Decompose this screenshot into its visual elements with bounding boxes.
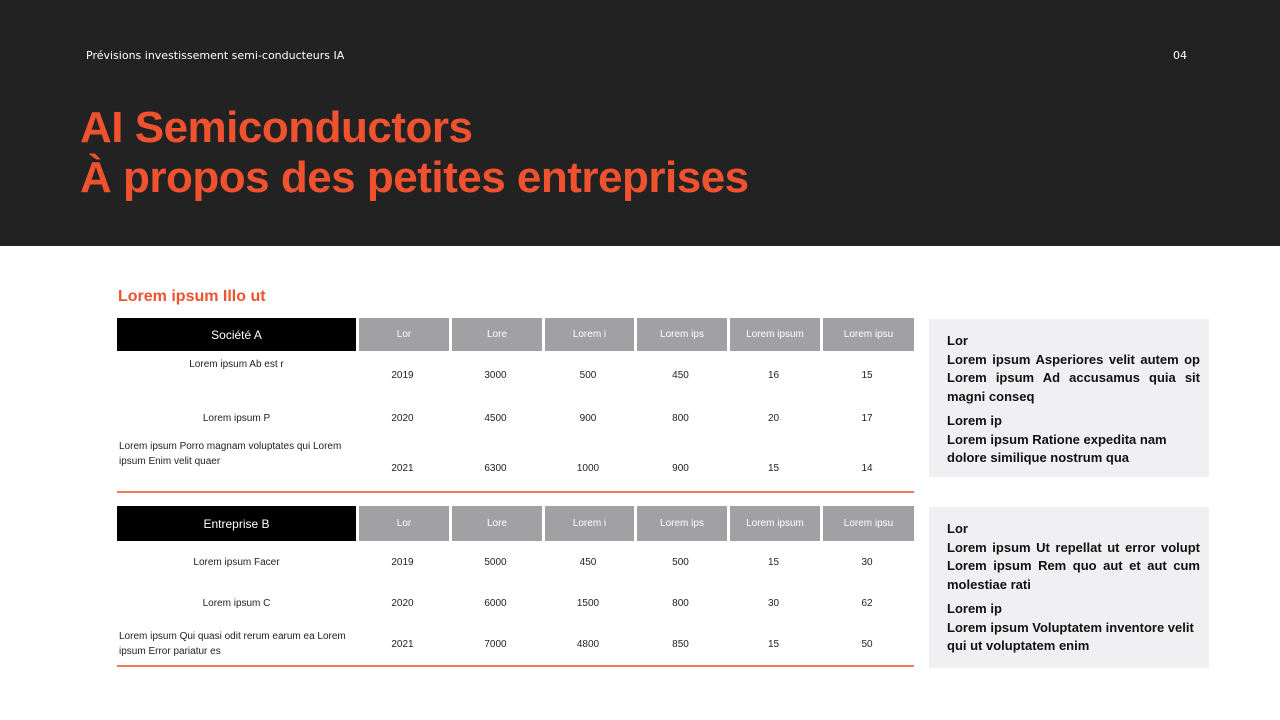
table-header-cell: Lorem ips — [634, 506, 727, 541]
info-block-text: Lorem ipsum Ut repellat ut error volupt Lorem ipsum Rem quo aut et aut cum molestiae rati — [947, 539, 1200, 592]
table-cell: 900 — [634, 437, 727, 493]
table-header-row — [117, 318, 914, 351]
table-cell: 15 — [727, 437, 820, 493]
company-a-table — [117, 318, 914, 493]
info-block-title: Lorem ip — [947, 601, 1002, 616]
table-header-cell: Lorem ipsu — [820, 506, 914, 541]
row-label: Lorem ipsum Porro magnam voluptates qui Lorem ipsum Enim velit quaer — [117, 437, 356, 493]
table-cell: 2020 — [391, 412, 414, 424]
header-banner — [0, 0, 1280, 246]
info-block — [947, 412, 1200, 468]
table-row — [117, 583, 914, 623]
info-block-text: Lorem ipsum Ratione expedita nam dolore similique nostrum qua — [947, 431, 1167, 465]
table-header-cell: Lorem i — [542, 318, 634, 351]
info-panel-b — [929, 507, 1209, 668]
table-header-cell: Lore — [449, 506, 542, 541]
table-header-row — [117, 506, 914, 541]
info-panel-a — [929, 319, 1209, 477]
table-cell: 4500 — [484, 412, 507, 424]
info-block-title: Lor — [947, 333, 968, 348]
table-cell: 2020 — [391, 597, 414, 609]
table-cell: 2021 — [356, 623, 449, 667]
row-label: Lorem ipsum Ab est r — [189, 359, 284, 370]
table-cell: 900 — [579, 412, 597, 424]
info-block — [947, 332, 1200, 406]
table-cell: 50 — [820, 623, 914, 667]
table-cell: 1500 — [576, 597, 600, 609]
document-subtitle: Prévisions investissement semi-conducteurs IA — [86, 49, 345, 62]
info-block — [947, 520, 1200, 594]
table-cell: 3000 — [484, 369, 507, 381]
table-header-company: Société A — [117, 318, 356, 351]
table-cell: 6000 — [484, 597, 507, 609]
table-header-cell: Lore — [449, 318, 542, 351]
table-row — [117, 399, 914, 437]
table-cell: 6300 — [449, 437, 542, 493]
company-b-table — [117, 506, 914, 667]
page-title — [80, 103, 749, 203]
page-number: 04 — [1173, 49, 1187, 62]
info-block-text: Lorem ipsum Asperiores velit autem op Lorem ipsum Ad accusamus quia sit magni conseq — [947, 351, 1200, 404]
table-cell: 30 — [767, 597, 780, 609]
table-cell: 800 — [672, 412, 689, 424]
table-cell: 15 — [767, 556, 780, 568]
info-block — [947, 600, 1200, 656]
table-cell: 500 — [672, 556, 689, 568]
table-cell: 2021 — [356, 437, 449, 493]
table-cell: 14 — [820, 437, 914, 493]
table-cell: 5000 — [484, 556, 507, 568]
table-row — [117, 351, 914, 399]
row-label: Lorem ipsum Facer — [193, 556, 280, 568]
table-cell: 16 — [767, 369, 780, 381]
table-cell: 1000 — [542, 437, 634, 493]
table-header-cell: Lorem ipsum — [727, 318, 820, 351]
table-header-cell: Lorem ipsum — [727, 506, 820, 541]
table-cell: 20 — [767, 412, 780, 424]
info-block-title: Lor — [947, 521, 968, 536]
table-header-cell: Lorem ips — [634, 318, 727, 351]
table-cell: 450 — [579, 556, 597, 568]
table-cell: 850 — [634, 623, 727, 667]
title-line-1: AI Semiconductors — [80, 103, 473, 152]
table-header-cell: Lor — [356, 318, 449, 351]
table-cell: 62 — [861, 597, 873, 609]
table-header-company: Entreprise B — [117, 506, 356, 541]
table-cell: 15 — [727, 623, 820, 667]
table-cell: 500 — [579, 369, 597, 381]
table-cell: 17 — [861, 412, 873, 424]
table-cell: 15 — [861, 369, 873, 381]
section-label: Lorem ipsum Illo ut — [118, 288, 266, 305]
table-header-cell: Lorem ipsu — [820, 318, 914, 351]
table-cell: 4800 — [542, 623, 634, 667]
table-cell: 2019 — [391, 369, 414, 381]
table-cell: 800 — [672, 597, 689, 609]
row-label: Lorem ipsum C — [202, 597, 271, 609]
table-row — [117, 541, 914, 583]
table-header-cell: Lor — [356, 506, 449, 541]
table-cell: 30 — [861, 556, 873, 568]
table-cell: 450 — [672, 369, 689, 381]
table-cell: 2019 — [391, 556, 414, 568]
info-block-title: Lorem ip — [947, 413, 1002, 428]
row-label: Lorem ipsum Qui quasi odit rerum earum ea Lorem ipsum Error pariatur es — [117, 623, 356, 667]
table-header-cell: Lorem i — [542, 506, 634, 541]
title-line-2: À propos des petites entreprises — [80, 153, 749, 202]
table-row — [117, 623, 914, 667]
info-block-text: Lorem ipsum Voluptatem inventore velit qui ut voluptatem enim — [947, 619, 1194, 653]
table-cell: 7000 — [449, 623, 542, 667]
row-label: Lorem ipsum P — [202, 412, 271, 424]
table-row — [117, 437, 914, 493]
